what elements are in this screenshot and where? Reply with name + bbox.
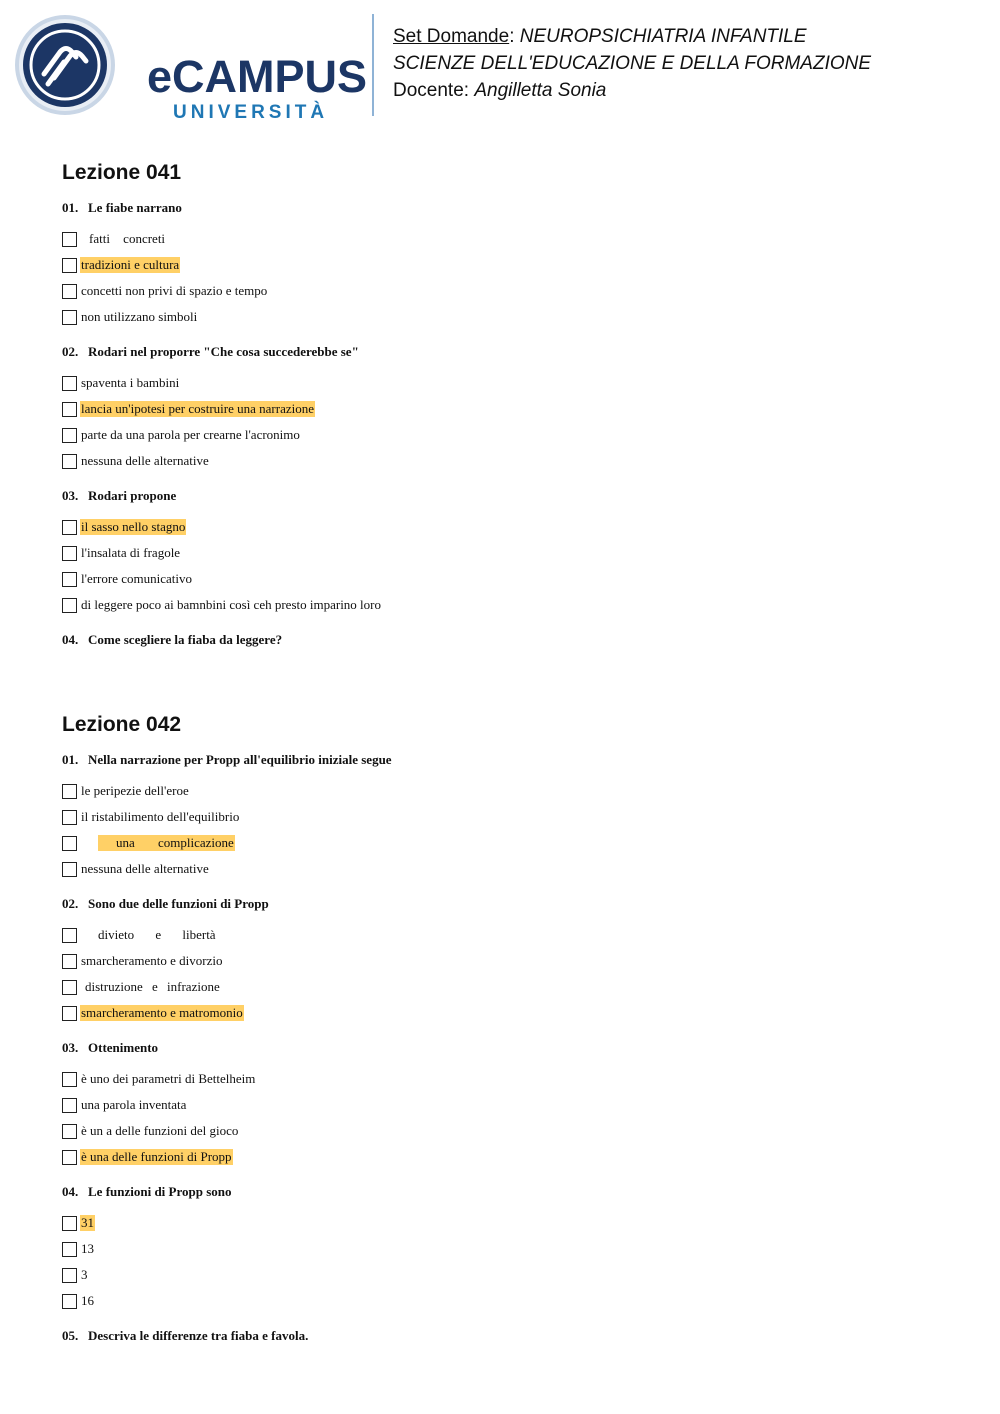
option-label-correct: è una delle funzioni di Propp [81,1149,232,1164]
answer-option[interactable] [62,1262,962,1288]
question-041-04 [62,632,962,648]
option-label: è uno dei parametri di Bettelheim [81,1071,256,1086]
question-number: 01. [62,752,79,767]
answer-option[interactable] [62,592,962,618]
answer-option[interactable] [62,1144,962,1170]
question-label: Le funzioni di Propp sono [88,1184,232,1199]
answer-option[interactable] [62,1210,962,1236]
course-info [393,23,871,104]
checkbox[interactable] [62,454,77,469]
question-number: 02. [62,344,79,359]
checkbox[interactable] [62,1294,77,1309]
question-042-05 [62,1328,962,1344]
checkbox[interactable] [62,598,77,613]
lesson-title: Lezione 041 [62,161,182,184]
option-label: di leggere poco ai bamnbini così ceh presto imparino loro [81,597,381,612]
checkbox[interactable] [62,258,77,273]
faculty-name: SCIENZE DELL'EDUCAZIONE E DELLA FORMAZIONE [393,53,872,74]
option-label: 13 [81,1241,94,1256]
answer-option[interactable] [62,278,962,304]
answer-option[interactable] [62,1236,962,1262]
checkbox[interactable] [62,520,77,535]
option-label-correct: una complicazione [98,835,235,851]
checkbox[interactable] [62,402,77,417]
checkbox[interactable] [62,428,77,443]
question-label: Le fiabe narrano [88,200,182,215]
option-label: una parola inventata [81,1097,187,1112]
option-label: è un a delle funzioni del gioco [81,1123,239,1138]
checkbox[interactable] [62,836,77,851]
questions-content [62,158,962,1358]
lesson-title: Lezione 042 [62,713,182,736]
checkbox[interactable] [62,572,77,587]
option-label: divieto e libertà [98,927,216,942]
question-number: 04. [62,1184,79,1199]
lesson-041 [62,158,962,648]
checkbox[interactable] [62,810,77,825]
lesson-spacer [62,662,962,710]
question-number: 01. [62,200,79,215]
answer-option[interactable] [62,856,962,882]
page-header [0,0,1000,130]
question-text [62,344,962,360]
answer-option[interactable] [62,1118,962,1144]
ecampus-seal-icon [14,14,124,118]
checkbox[interactable] [62,954,77,969]
option-label: le peripezie dell'eroe [81,783,189,798]
answer-option[interactable] [62,396,962,422]
option-label: nessuna delle alternative [81,861,209,876]
question-number: 05. [62,1328,79,1343]
option-label-correct: tradizioni e cultura [81,257,180,272]
answer-option[interactable] [62,448,962,474]
checkbox[interactable] [62,862,77,877]
checkbox[interactable] [62,980,77,995]
option-label: l'errore comunicativo [81,571,192,586]
checkbox[interactable] [62,284,77,299]
checkbox[interactable] [62,1268,77,1283]
checkbox[interactable] [62,1072,77,1087]
question-label: Nella narrazione per Propp all'equilibrio iniziale segue [88,752,392,767]
set-label: Set Domande [393,26,510,47]
option-label-correct: 31 [81,1215,94,1230]
brand-name: eCAMPUS [147,51,368,102]
ecampus-logo [14,14,374,123]
answer-option[interactable] [62,1092,962,1118]
option-label: 3 [81,1267,88,1282]
question-number: 03. [62,488,79,503]
option-label: smarcheramento e divorzio [81,953,223,968]
question-041-03 [62,488,962,618]
checkbox[interactable] [62,546,77,561]
answer-option[interactable] [62,566,962,592]
faculty-line [393,50,871,77]
answer-option[interactable] [62,252,962,278]
option-label: distruzione e infrazione [85,979,220,994]
option-label: nessuna delle alternative [81,453,209,468]
checkbox[interactable] [62,1124,77,1139]
option-label: fatti concreti [89,231,166,246]
question-042-04 [62,1184,962,1314]
checkbox[interactable] [62,1098,77,1113]
checkbox[interactable] [62,1216,77,1231]
checkbox[interactable] [62,376,77,391]
answer-option[interactable] [62,778,962,804]
question-label: Come scegliere la fiaba da leggere? [88,632,283,647]
question-label: Rodari propone [88,488,177,503]
question-label: Descriva le differenze tra fiaba e favola. [88,1328,309,1343]
checkbox[interactable] [62,784,77,799]
answer-option[interactable] [62,514,962,540]
question-text [62,488,962,504]
question-number: 04. [62,632,79,647]
answer-option[interactable] [62,370,962,396]
option-label-correct: lancia un'ipotesi per costruire una narrazione [81,401,314,416]
option-label: spaventa i bambini [81,375,180,390]
option-label: concetti non privi di spazio e tempo [81,283,268,298]
header-divider [372,14,374,116]
answer-option[interactable] [62,830,962,856]
answer-option[interactable] [62,804,962,830]
checkbox[interactable] [62,310,77,325]
question-text [62,896,962,912]
set-colon: : [509,26,520,47]
answer-option[interactable] [62,1288,962,1314]
question-text [62,752,962,768]
question-042-01 [62,752,962,882]
answer-option[interactable] [62,226,962,252]
option-label-correct: smarcheramento e matromonio [81,1005,243,1020]
question-number: 02. [62,896,79,911]
question-041-02 [62,344,962,474]
question-label: Sono due delle funzioni di Propp [88,896,269,911]
question-text [62,200,962,216]
answer-option[interactable] [62,304,962,330]
answer-option[interactable] [62,1000,962,1026]
answer-option[interactable] [62,922,962,948]
answer-option[interactable] [62,974,962,1000]
question-text [62,632,962,648]
question-042-02 [62,896,962,1026]
option-label: l'insalata di fragole [81,545,181,560]
question-042-03 [62,1040,962,1170]
question-number: 03. [62,1040,79,1055]
question-041-01 [62,200,962,330]
option-label: il ristabilimento dell'equilibrio [81,809,240,824]
checkbox[interactable] [62,928,77,943]
question-label: Ottenimento [88,1040,159,1055]
docente-name: Angilletta Sonia [474,80,607,101]
checkbox[interactable] [62,1242,77,1257]
course-name: NEUROPSICHIATRIA INFANTILE [519,26,807,47]
lesson-042 [62,710,962,1344]
brand-subtitle: UNIVERSITÀ [173,102,329,123]
docente-line [393,77,871,104]
question-text [62,1040,962,1056]
question-text [62,1184,962,1200]
answer-option[interactable] [62,422,962,448]
option-label: 16 [81,1293,94,1308]
question-label: Rodari nel proporre "Che cosa succederebbe se" [88,344,359,359]
question-text [62,1328,962,1344]
course-line [393,23,871,50]
answer-option[interactable] [62,948,962,974]
checkbox[interactable] [62,1150,77,1165]
option-label: non utilizzano simboli [81,309,198,324]
checkbox[interactable] [62,232,77,247]
answer-option[interactable] [62,540,962,566]
option-label-correct: il sasso nello stagno [81,519,186,534]
docente-label: Docente: [393,80,475,101]
option-label: parte da una parola per crearne l'acronimo [81,427,300,442]
checkbox[interactable] [62,1006,77,1021]
answer-option[interactable] [62,1066,962,1092]
